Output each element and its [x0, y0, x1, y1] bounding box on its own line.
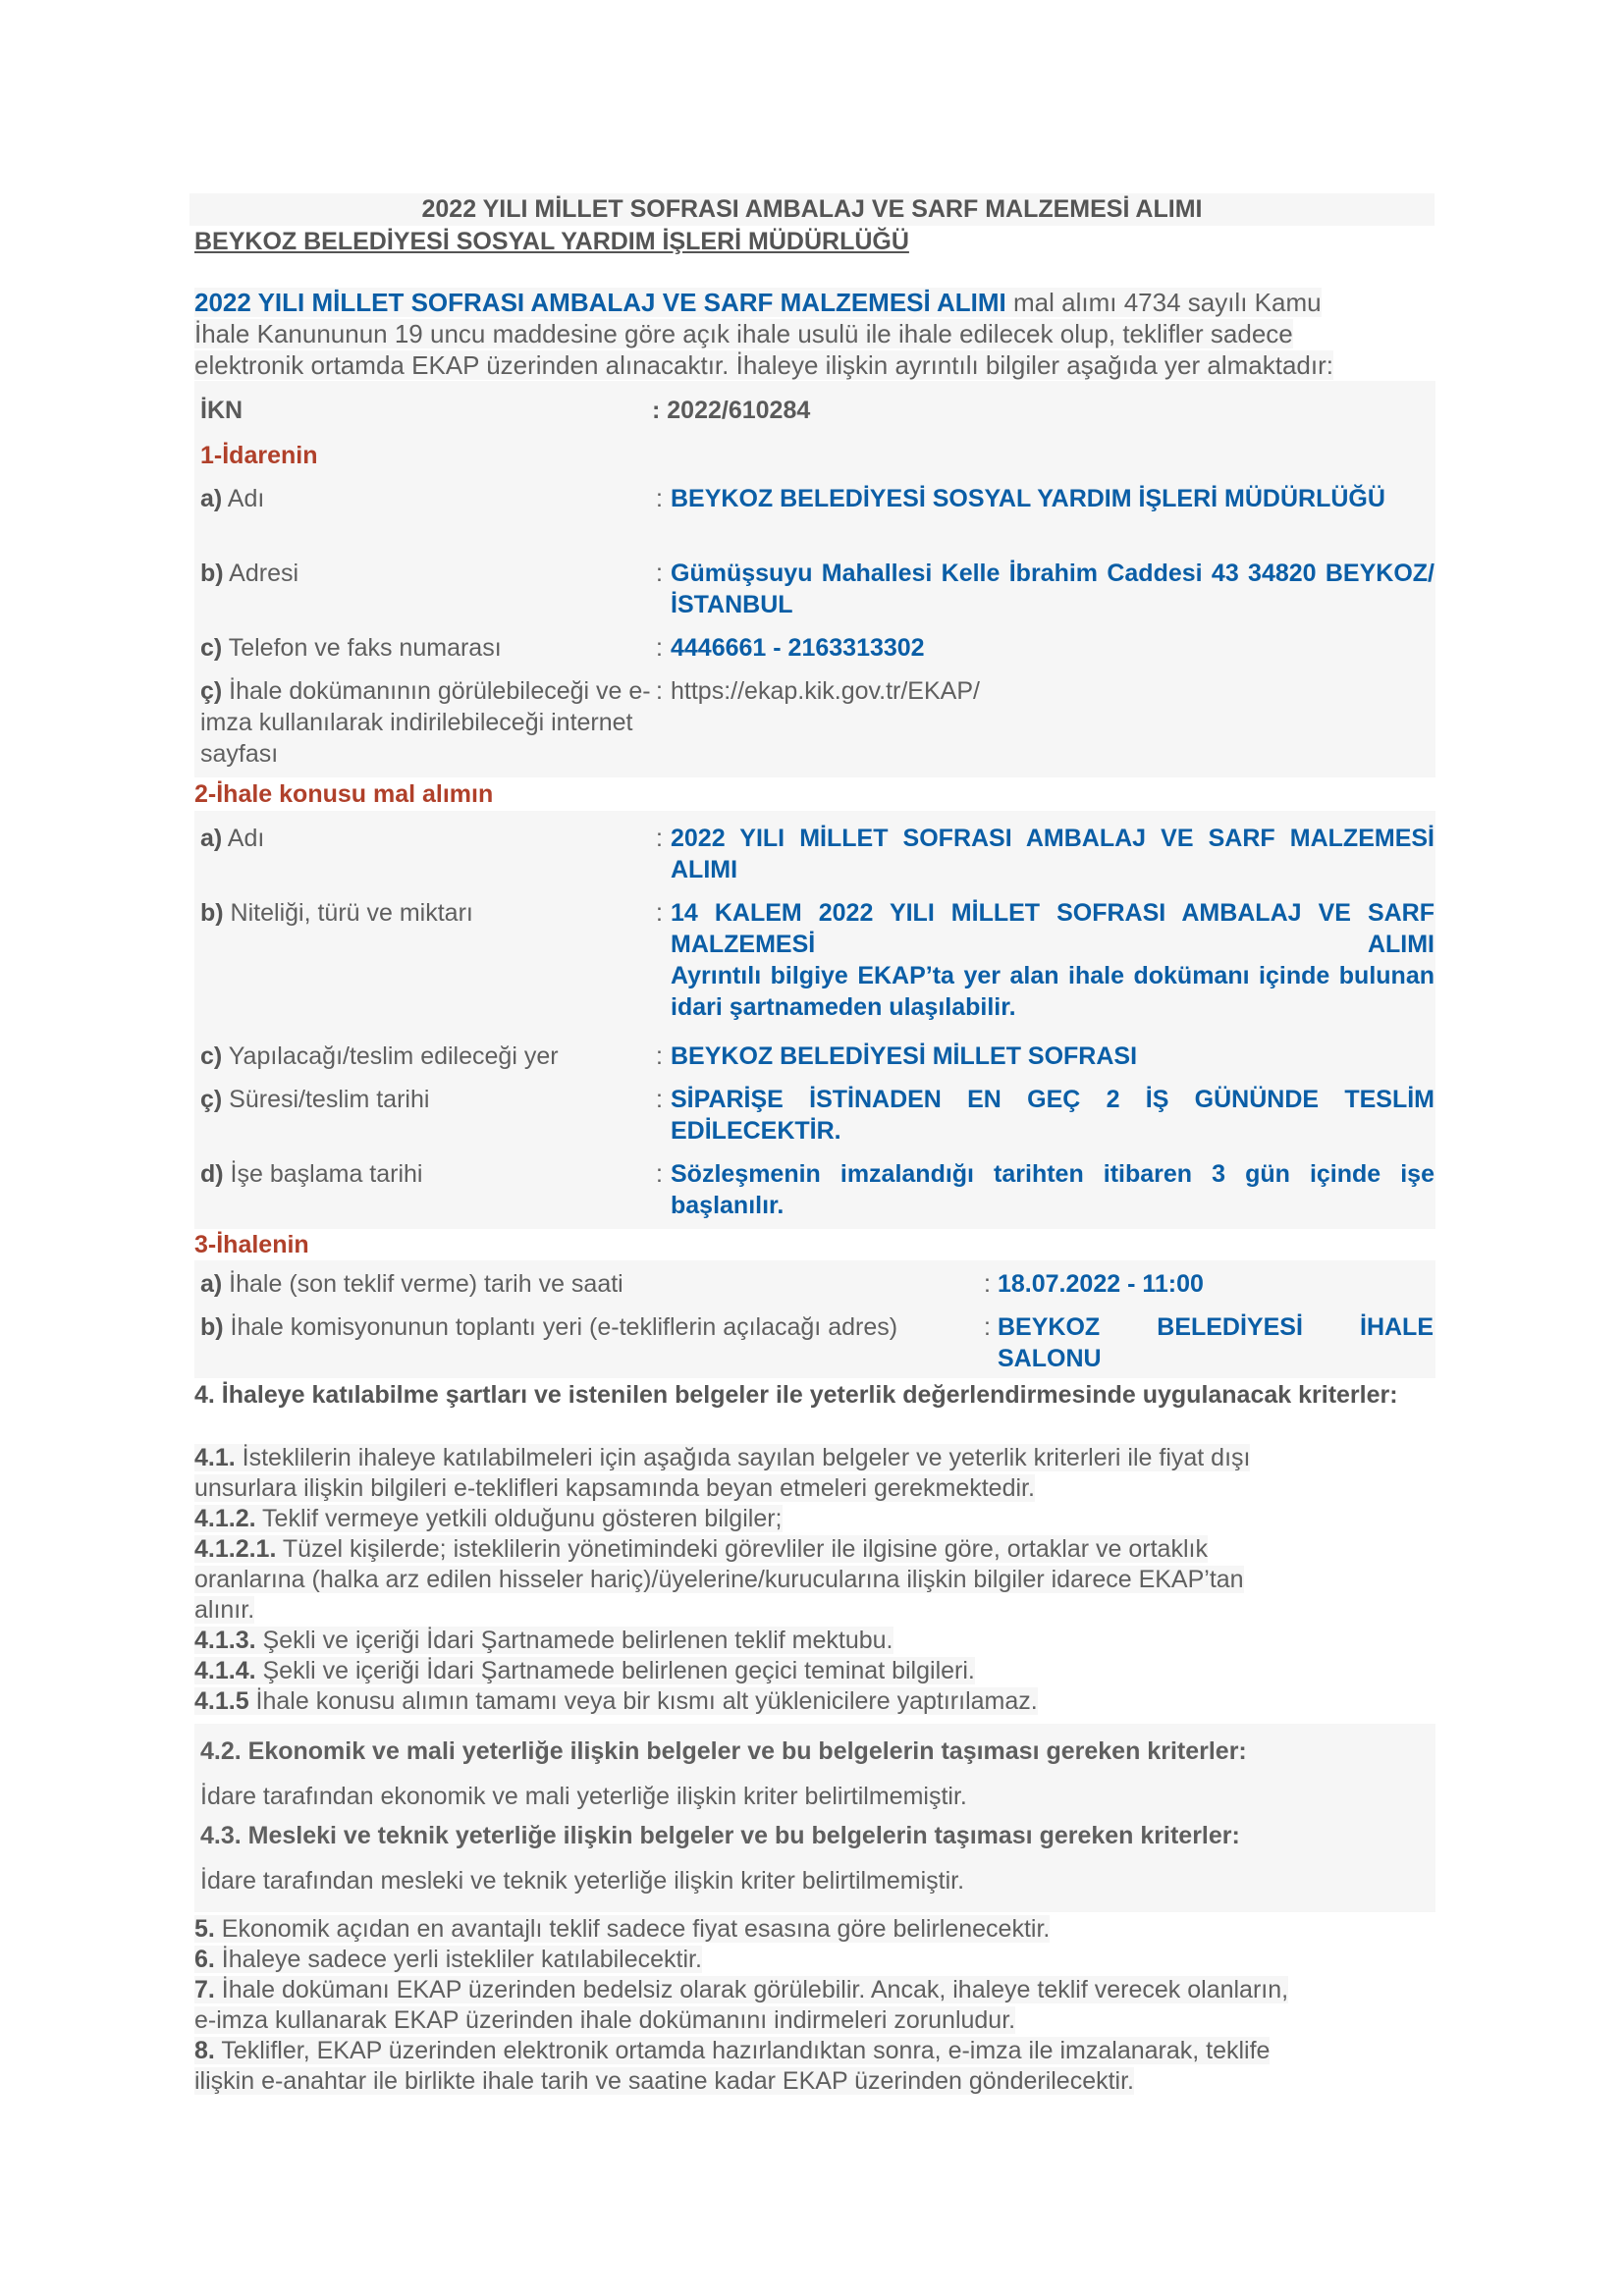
closing-items: [194, 1914, 1435, 2097]
row-label: İhale dokümanının görülebileceği ve e-imza kullanılarak indirilebileceği internet sayfası: [200, 677, 651, 768]
item-5: [194, 1915, 1050, 1943]
row-label: Yapılacağı/teslim edileceği yer: [222, 1042, 559, 1070]
intro-line-3: elektronik ortamda EKAP üzerinden alınacaktır. İhaleye ilişkin ayrıntılı bilgiler aşağıda yer almaktadır:: [194, 350, 1333, 380]
row-key: d): [200, 1160, 224, 1188]
intro-line-1: [194, 288, 1322, 317]
intro-line-2: İhale Kanununun 19 uncu maddesine göre açık ihale usulü ile ihale edilecek olup, teklifler sadece: [194, 319, 1293, 348]
item-4-1: [194, 1444, 1250, 1471]
colon: :: [656, 677, 663, 705]
row-key: c): [200, 634, 223, 662]
row-key: a): [200, 1270, 223, 1298]
row-key: c): [200, 1042, 223, 1070]
colon: :: [656, 1042, 663, 1070]
colon: :: [656, 899, 663, 927]
colon: :: [984, 1313, 991, 1341]
qualification-criteria-box: [194, 1724, 1435, 1912]
section4-heading: [194, 1380, 1435, 1411]
row-key: b): [200, 560, 224, 587]
document-title-bar: [189, 193, 1435, 226]
ikn-value: : 2022/610284: [652, 397, 811, 424]
row-label: İşe başlama tarihi: [223, 1160, 423, 1188]
admin-address-value: Gümüşsuyu Mahallesi Kelle İbrahim Caddesi 43 34820 BEYKOZ/İSTANBUL: [671, 560, 1435, 618]
item-4-1-2: [194, 1505, 783, 1532]
tender-info-table: [194, 1260, 1435, 1378]
item-4-1-2-1-cont: oranlarına (halka arz edilen hisseler hariç)/üyelerine/kurucularına ilişkin bilgiler idarece EKAP’tan: [194, 1566, 1244, 1593]
colon: :: [656, 1086, 663, 1113]
section1-heading: 1-İdarenin: [200, 442, 318, 469]
row-key: b): [200, 1313, 224, 1341]
tender-venue-value: BEYKOZ BELEDİYESİ İHALE SALONU: [998, 1313, 1434, 1372]
document-title: 2022 YILI MİLLET SOFRASI AMBALAJ VE SARF MALZEMESİ ALIMI: [421, 195, 1203, 223]
section4-items: [194, 1443, 1435, 1717]
econ-heading-text: 4.2. Ekonomik ve mali yeterliğe ilişkin belgeler ve bu belgelerin taşıması gereken kriterler:: [200, 1737, 1247, 1765]
tech-heading: [200, 1820, 1240, 1851]
item-text: İhale konusu alımın tamamı veya bir kısmı alt yüklenicilere yaptırılamaz.: [248, 1687, 1038, 1715]
item-num: 4.1.4.: [194, 1657, 256, 1684]
section3-heading: 3-İhalenin: [194, 1231, 309, 1258]
row-label: Niteliği, türü ve miktarı: [223, 899, 473, 927]
item-text: Şekli ve içeriği İdari Şartnamede belirlenen teklif mektubu.: [255, 1627, 893, 1654]
procurement-subject-table: [194, 811, 1435, 1229]
section2-heading: 2-İhale konusu mal alımın: [194, 780, 494, 808]
item-num: 8.: [194, 2037, 215, 2064]
item-num: 4.1.2.: [194, 1505, 256, 1532]
row-label: İhale (son teklif verme) tarih ve saati: [222, 1270, 623, 1298]
item-text: Tüzel kişilerde; isteklilerin yönetimindeki görevliler ile ilgisine göre, ortaklar ve ortaklık: [276, 1535, 1208, 1563]
item-num: 5.: [194, 1915, 215, 1943]
item-6: [194, 1946, 702, 1973]
start-date-value: Sözleşmenin imzalandığı tarihten itibaren 3 gün içinde işe başlanılır.: [671, 1160, 1435, 1219]
admin-phone-value: 4446661 - 2163313302: [671, 634, 925, 662]
row-key: a): [200, 825, 223, 852]
item-7-cont: e-imza kullanarak EKAP üzerinden ihale dokümanını indirmeleri zorunludur.: [194, 2006, 1016, 2034]
delivery-time-value: SİPARİŞE İSTİNADEN EN GEÇ 2 İŞ GÜNÜNDE TESLİM EDİLECEKTİR.: [671, 1086, 1435, 1145]
section4-heading-text: 4. İhaleye katılabilme şartları ve istenilen belgeler ile yeterlik değerlendirmesinde uygulanacak kriterler:: [194, 1381, 1398, 1409]
delivery-place-value: BEYKOZ BELEDİYESİ MİLLET SOFRASI: [671, 1042, 1138, 1070]
tech-text: İdare tarafından mesleki ve teknik yeterliğe ilişkin kriter belirtilmemiştir.: [200, 1867, 965, 1895]
item-7: [194, 1976, 1288, 2003]
item-num: 4.1.2.1.: [194, 1535, 277, 1563]
colon: :: [656, 634, 663, 662]
row-label: Adı: [222, 485, 265, 512]
row-key: ç): [200, 677, 223, 705]
subject-quantity-value: 14 KALEM 2022 YILI MİLLET SOFRASI AMBALAJ VE SARF MALZEMESİ ALIMI: [671, 899, 1435, 958]
institution-subtitle: BEYKOZ BELEDİYESİ SOSYAL YARDIM İŞLERİ MÜDÜRLÜĞÜ: [194, 228, 909, 255]
econ-heading: [200, 1735, 1247, 1767]
item-num: 4.1.3.: [194, 1627, 256, 1654]
row-label: Telefon ve faks numarası: [222, 634, 502, 662]
item-4-1-2-1: [194, 1535, 1208, 1563]
row-label: Süresi/teslim tarihi: [222, 1086, 430, 1113]
row-key: b): [200, 899, 224, 927]
section3-heading-wrap: [194, 1229, 309, 1260]
item-text: İhaleye sadece yerli istekliler katılabilecektir.: [214, 1946, 702, 1973]
item-text: İhale dokümanı EKAP üzerinden bedelsiz olarak görülebilir. Ancak, ihaleye teklif verecek olanların,: [214, 1976, 1289, 2003]
item-text: Ekonomik açıdan en avantajlı teklif sadece fiyat esasına göre belirlenecektir.: [214, 1915, 1051, 1943]
tender-date-value: 18.07.2022 - 11:00: [998, 1270, 1204, 1298]
subject-detail-note: Ayrıntılı bilgiye EKAP’ta yer alan ihale dokümanı içinde bulunan idari şartnameden ulaşılabilir.: [671, 962, 1435, 1021]
item-8: [194, 2037, 1270, 2064]
colon: :: [656, 825, 663, 852]
tech-heading-text: 4.3. Mesleki ve teknik yeterliğe ilişkin belgeler ve bu belgelerin taşıması gereken kriterler:: [200, 1822, 1240, 1849]
item-4-1-3: [194, 1627, 893, 1654]
intro-line-1-rest: mal alımı 4734 sayılı Kamu: [1005, 288, 1322, 317]
item-4-1-5: [194, 1687, 1038, 1715]
econ-text: İdare tarafından ekonomik ve mali yeterliğe ilişkin kriter belirtilmemiştir.: [200, 1783, 967, 1810]
item-num: 6.: [194, 1946, 215, 1973]
item-num: 4.1.: [194, 1444, 236, 1471]
row-key: a): [200, 485, 223, 512]
item-num: 4.1.5: [194, 1687, 249, 1715]
item-text: Teklifler, EKAP üzerinden elektronik ortamda hazırlandıktan sonra, e-imza ile imzalanarak, teklife: [214, 2037, 1271, 2064]
item-text: İsteklilerin ihaleye katılabilmeleri için aşağıda sayılan belgeler ve yeterlik kriterleri ile fiyat dışı: [235, 1444, 1251, 1471]
colon: :: [984, 1270, 991, 1298]
item-8-cont: ilişkin e-anahtar ile birlikte ihale tarih ve saatine kadar EKAP üzerinden gönderilecektir.: [194, 2067, 1135, 2095]
colon: :: [656, 1160, 663, 1188]
row-key: ç): [200, 1086, 223, 1113]
item-4-1-cont: unsurlara ilişkin bilgileri e-teklifleri kapsamında beyan etmeleri gerekmektedir.: [194, 1474, 1035, 1502]
colon: :: [656, 485, 663, 512]
ikn-label: İKN: [200, 397, 244, 424]
item-text: Şekli ve içeriği İdari Şartnamede belirlenen geçici teminat bilgileri.: [255, 1657, 975, 1684]
subject-name-value: 2022 YILI MİLLET SOFRASI AMBALAJ VE SARF MALZEMESİ ALIMI: [671, 825, 1435, 883]
row-label: Adresi: [223, 560, 299, 587]
ekap-url-link[interactable]: https://ekap.kik.gov.tr/EKAP/: [671, 677, 980, 705]
item-num: 7.: [194, 1976, 215, 2003]
admin-info-table: [194, 381, 1435, 777]
intro-paragraph: [194, 287, 1432, 381]
row-label: İhale komisyonunun toplantı yeri (e-tekliflerin açılacağı adres): [223, 1313, 898, 1341]
row-label: Adı: [222, 825, 265, 852]
admin-name-value: BEYKOZ BELEDİYESİ SOSYAL YARDIM İŞLERİ MÜDÜRLÜĞÜ: [671, 485, 1385, 512]
item-4-1-2-1-cont2: alınır.: [194, 1596, 255, 1624]
item-text: Teklif vermeye yetkili olduğunu gösteren bilgiler;: [255, 1505, 783, 1532]
section2-heading-wrap: [194, 777, 493, 810]
intro-highlight: 2022 YILI MİLLET SOFRASI AMBALAJ VE SARF MALZEMESİ ALIMI: [194, 288, 1006, 317]
colon: :: [656, 560, 663, 587]
item-4-1-4: [194, 1657, 975, 1684]
